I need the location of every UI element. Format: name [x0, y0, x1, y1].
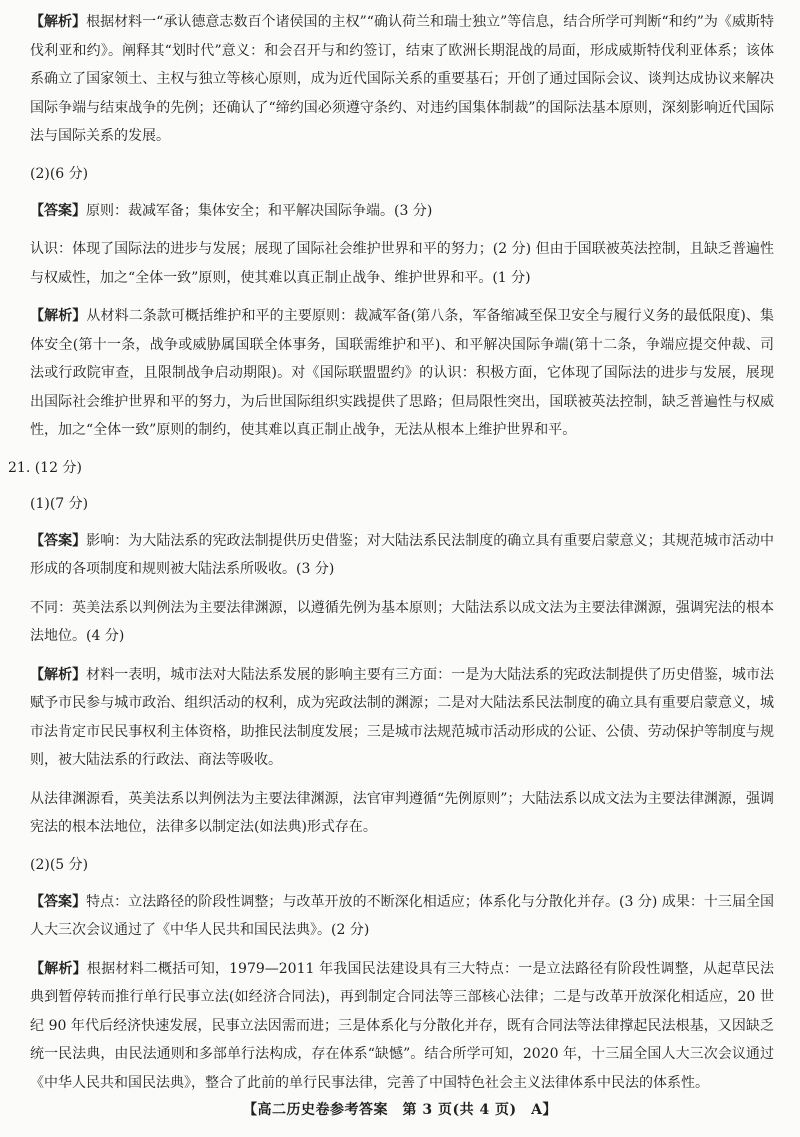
- paragraph-legal-source: [30, 785, 774, 842]
- score-text: (2)(5 分): [30, 856, 89, 873]
- paragraph-analysis-21-1: [30, 661, 774, 775]
- paragraph-answer-21-2: [30, 888, 774, 945]
- understanding-text: 认识：体现了国际法的进步与发展；展现了国际社会维护世界和平的努力；(2 分) 但由于国联被英法控制，且缺乏普遍性与权威性，加之“全体一致”原则，使其难以真正制止战争、维护世界和平。(1 分): [30, 241, 774, 286]
- analysis-text: 根据材料二概括可知，1979—2011 年我国民法建设具有三大特点：一是立法路径有阶段性调整，从起草民法典到暂停转而推行单行民事立法(如经济合同法)，再到制定合同法等三部核心法律；二是与改革开放深化相适应，20 世纪 90 年代后经济快速发展，民事立法因需而进；三是体系化与分散化并存，既有合同法等法律撑起民法根基，又因缺乏统一民法典，由民法通则和多部单行法构成，存在体系“缺憾”。结合所学可知，2020 年，十三届全国人大三次会议通过《中华人民共和国民法典》，整合了此前的单行民事法律，完善了中国特色社会主义法律体系中民法的体系性。: [30, 960, 774, 1091]
- analysis-text: 材料一表明，城市法对大陆法系发展的影响主要有三方面：一是为大陆法系的宪政法制提供了历史借鉴，城市法赋予市民参与城市政治、组织活动的权利，成为宪政法制的渊源；二是对大陆法系民法制度的确立具有重要启蒙意义，城市法肯定市民民事权利主体资格，助推民法制度发展；三是城市法规范城市活动形成的公证、公债、劳动保护等制度与规则，被大陆法系的行政法、商法等吸收。: [30, 666, 774, 768]
- answer-text: 原则：裁减军备；集体安全；和平解决国际争端。(3 分): [86, 202, 433, 219]
- score-text: (2)(6 分): [30, 165, 89, 182]
- answer-tag: 【答案】: [30, 202, 86, 219]
- paragraph-analysis-1: [30, 8, 774, 151]
- score-text: (1)(7 分): [30, 495, 89, 512]
- paragraph-answer-21-1: [30, 527, 774, 584]
- question-number: 21. (12 分): [8, 459, 82, 476]
- question-2-score: [30, 161, 774, 187]
- analysis-tag: 【解析】: [30, 14, 87, 30]
- answer-text: 特点：立法路径的阶段性调整；与改革开放的不断深化相适应；体系化与分散化并存。(3 分) 成果：十三届全国人大三次会议通过了《中华人民共和国民法典》。(2 分): [30, 893, 775, 938]
- answer-content: [8, 8, 775, 1107]
- paragraph-analysis-2: [30, 302, 774, 445]
- legal-source-text: 从法律渊源看，英美法系以判例法为主要法律渊源，法官审判遵循“先例原则”；大陆法系以成文法为主要法律渊源，强调宪法的根本法地位，法律多以制定法(如法典)形式存在。: [30, 790, 774, 835]
- paragraph-answer-2: [30, 197, 774, 226]
- analysis-tag: 【解析】: [30, 308, 87, 324]
- answer-tag: 【答案】: [30, 893, 87, 910]
- paragraph-analysis-21-2: [30, 955, 774, 1098]
- answer-tag: 【答案】: [30, 532, 87, 549]
- analysis-text: 从材料二条款可概括维护和平的主要原则：裁减军备(第八条，军备缩减至保卫安全与履行义务的最低限度)、集体安全(第十一条，战争或威胁属国联全体事务，国联需维护和平)、和平解决国际争端(第十二条，争端应提交仲裁、司法或行政院审查，且限制战争启动期限)。对《国际联盟盟约》的认识：积极方面，它体现了国际法的进步与发展，展现出国际社会维护世界和平的努力，为后世国际组织实践提供了思路；但局限性突出，国联被英法控制，缺乏普遍性与权威性，加之“全体一致”原则的制约，使其难以真正制止战争，无法从根本上维护世界和平。: [30, 308, 775, 438]
- paragraph-understanding: [30, 235, 774, 292]
- page-footer: 【高二历史卷参考答案 第 3 页(共 4 页) A】: [242, 1102, 558, 1118]
- answer-text: 影响：为大陆法系的宪政法制提供历史借鉴；对大陆法系民法制度的确立具有重要启蒙意义；其规范城市活动中形成的各项制度和规则被大陆法系所吸收。(3 分): [30, 532, 774, 577]
- question-21-heading: [8, 455, 774, 481]
- difference-text: 不同：英美法系以判例法为主要法律渊源，以遵循先例为基本原则；大陆法系以成文法为主要法律渊源，强调宪法的根本法地位。(4 分): [30, 599, 774, 644]
- analysis-tag: 【解析】: [30, 960, 87, 977]
- analysis-tag: 【解析】: [30, 666, 87, 683]
- analysis-text: 根据材料一“承认德意志数百个诸侯国的主权”“确认荷兰和瑞士独立”等信息，结合所学可判断“和约”为《威斯特伐利亚和约》。阐释其“划时代”意义：和会召开与和约签订，结束了欧洲长期混战的局面，形成威斯特伐利亚体系；该体系确立了国家领土、主权与独立等核心原则，成为近代国际关系的重要基石；开创了通过国际会议、谈判达成协议来解决国际争端与结束战争的先例；还确认了“缔约国必须遵守条约、对违约国集体制裁”的国际法基本原则，深刻影响近代国际法与国际关系的发展。: [30, 14, 774, 144]
- question-21-2-score: [30, 852, 774, 878]
- question-21-1-score: [30, 491, 774, 517]
- paragraph-difference: [30, 594, 774, 651]
